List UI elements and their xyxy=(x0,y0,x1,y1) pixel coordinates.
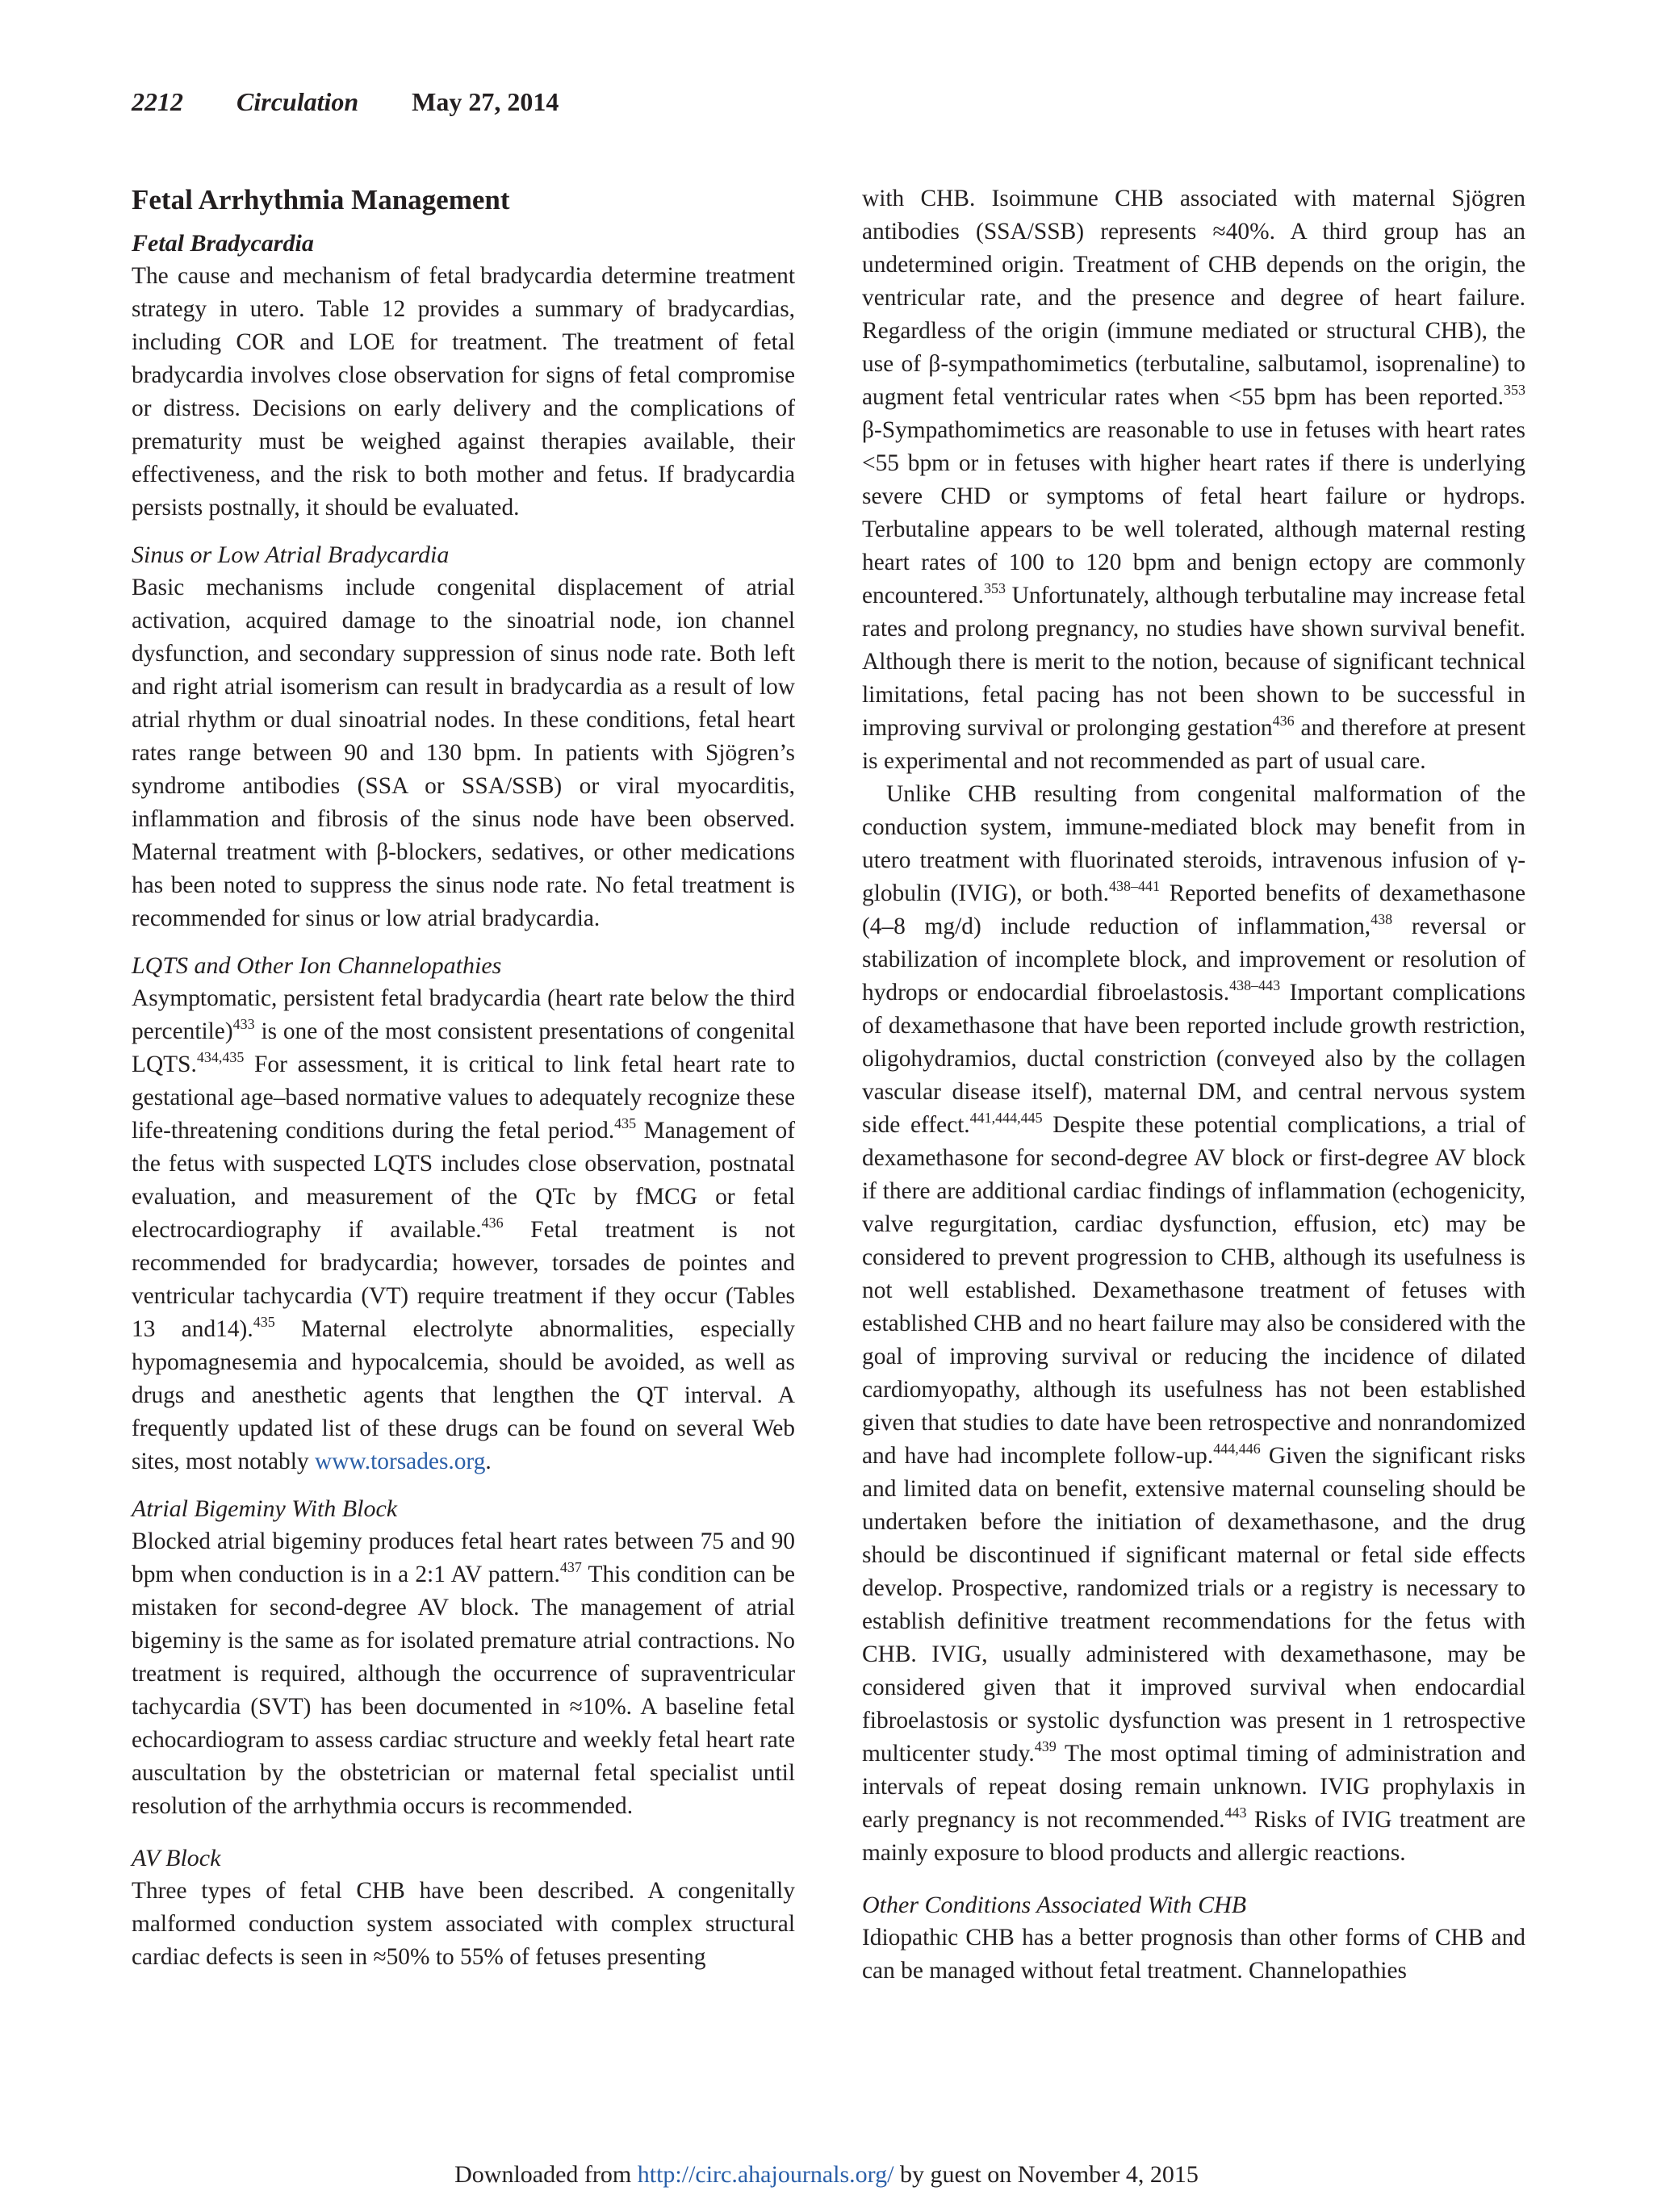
subsection-title-sinus: Sinus or Low Atrial Bradycardia xyxy=(132,542,450,568)
journal-name: Circulation xyxy=(236,87,359,116)
page-number: 2212 xyxy=(132,87,183,116)
paragraph-av-block: Three types of fetal CHB have been described. A congenitally malformed conduction system associated with complex structural cardiac defects is seen in ≈50% to 55% of fetuses presenting xyxy=(132,1878,795,1970)
text-run: This condition can be mistaken for second-degree AV block. The management of atrial bigeminy is the same as for isolated premature atrial contractions. No treatment is required, although the occurrence of supraventricular tachycardia (SVT) has been documented in ≈10%. A baseline fetal echocardiogram to assess cardiac structure and weekly fetal heart rate auscultation by the obstetrician or maternal fetal specialist until resolution of the arrhythmia occurs is recommended. xyxy=(132,1562,795,1819)
citation: 433 xyxy=(232,1016,255,1032)
text-run: is one of the most consistent presentations of congenital LQTS. xyxy=(132,1018,795,1077)
citation: 435 xyxy=(253,1314,275,1330)
text-run: Maternal electrolyte abnormalities, especially hypomagnesemia and hypocalcemia, should be avoided, as well as drugs and anesthetic agents that lengthen the QT interval. A frequently updated list of these drugs can be found on several Web sites, most notably xyxy=(132,1316,795,1474)
citation: 436 xyxy=(481,1215,504,1231)
subsection-title-bigeminy: Atrial Bigeminy With Block xyxy=(132,1495,398,1522)
footer-prefix: Downloaded from xyxy=(454,2161,638,2188)
download-footer xyxy=(0,2161,1653,2189)
subsection-title-fetal-bradycardia: Fetal Bradycardia xyxy=(132,230,314,257)
citation: 437 xyxy=(559,1559,582,1575)
paragraph-bigeminy xyxy=(132,1525,795,1823)
citation: 436 xyxy=(1272,713,1295,729)
footer-suffix: by guest on November 4, 2015 xyxy=(893,2161,1199,2188)
citation: 438–441 xyxy=(1108,878,1160,894)
issue-date: May 27, 2014 xyxy=(412,87,559,116)
text-run: Risks of IVIG treatment are mainly exposure to blood products and allergic reactions. xyxy=(862,1807,1525,1866)
citation: 435 xyxy=(614,1115,637,1131)
text-run: reversal or stabilization of incomplete block, and improvement or resolution of hydrops or endocardial fibroelastosis. xyxy=(862,914,1526,1006)
paragraph-fetal-bradycardia: The cause and mechanism of fetal bradycardia determine treatment strategy in utero. Table 12 provides a summary of bradycardias, including COR and LOE for treatment. The treatment of fetal bradycardia involves close observation for signs of fetal compromise or distress. Decisions on early delivery and the complications of prematurity must be weighed against therapies available, their effectiveness, and the risk to both mother and fetus. If bradycardia persists postnally, it should be evaluated. xyxy=(132,263,795,521)
text-run: Given the significant risks and limited data on benefit, extensive maternal counseling should be undertaken before the initiation of dexamethasone, and the drug should be discontinued if significant maternal or fetal side effects develop. Prospective, randomized trials or a registry is necessary to establish definitive treatment recommendations for the fetus with CHB. IVIG, usually administered with dexamethasone, may be considered given that it improved survival when endocardial fibroelastosis or systolic dysfunction was present in 1 retrospective multicenter study. xyxy=(862,1443,1525,1767)
citation: 443 xyxy=(1224,1804,1247,1821)
text-run: Reported benefits of dexamethasone (4–8 mg/d) include reduction of inflammation, xyxy=(862,880,1525,939)
text-run: Asymptomatic, persistent fetal bradycardia (heart rate below the third percentile) xyxy=(132,985,795,1044)
paragraph-lqts xyxy=(132,982,795,1478)
citation: 438 xyxy=(1371,911,1393,927)
text-run: For assessment, it is critical to link fetal heart rate to gestational age–based normative values to adequately recognize these life-threatening conditions during the fetal period. xyxy=(132,1052,795,1144)
citation: 441,444,445 xyxy=(969,1110,1043,1126)
text-run: and therefore at present is experimental and not recommended as part of usual care. xyxy=(862,715,1525,774)
subsection-title-lqts: LQTS and Other Ion Channelopathies xyxy=(132,952,502,979)
text-run: Fetal treatment is not recommended for bradycardia; however, torsades de pointes and ventricular tachycardia (VT) require treatment if they occur (Tables 13 and14). xyxy=(132,1217,795,1342)
subsection-title-other-conditions: Other Conditions Associated With CHB xyxy=(862,1892,1247,1918)
section-title: Fetal Arrhythmia Management xyxy=(132,184,510,215)
text-run: Management of the fetus with suspected LQTS includes close observation, postnatal evaluation, and measurement of the QTc by fMCG or fetal electrocardiography if available. xyxy=(132,1118,795,1243)
running-header xyxy=(132,87,605,117)
text-run: with CHB. Isoimmune CHB associated with maternal Sjögren antibodies (SSA/SSB) represents ≈40%. A third group has an undetermined origin. Treatment of CHB depends on the origin, the ventricular rate, and the presence and degree of heart failure. Regardless of the origin (immune mediated or structural CHB), the use of β-sympathomimetics (terbutaline, salbutamol, isoprenaline) to augment fetal ventricular rates when <55 bpm has been reported. xyxy=(862,186,1525,410)
paragraph-chb-treatment xyxy=(862,182,1525,778)
text-run: . xyxy=(485,1449,492,1474)
subsection-title-av-block: AV Block xyxy=(132,1845,221,1871)
citation: 353 xyxy=(1504,382,1525,398)
citation: 353 xyxy=(983,580,1006,596)
text-run: The most optimal timing of administration and intervals of repeat dosing remain unknown. IVIG prophylaxis in early pregnancy is not recommended. xyxy=(862,1741,1525,1833)
right-column xyxy=(862,182,1525,1988)
citation: 434,435 xyxy=(196,1049,245,1065)
paragraph-sinus: Basic mechanisms include congenital displacement of atrial activation, acquired damage to the sinoatrial node, ion channel dysfunction, and secondary suppression of sinus node rate. Both left and right atrial isomerism can result in bradycardia as a result of low atrial rhythm or dual sinoatrial nodes. In these conditions, fetal heart rates range between 90 and 130 bpm. In patients with Sjögren’s syndrome antibodies (SSA or SSA/SSB) or viral myocarditis, inflammation and fibrosis of the sinus node have been observed. Maternal treatment with β-blockers, sedatives, or other medications has been noted to suppress the sinus node rate. No fetal treatment is recommended for sinus or low atrial bradycardia. xyxy=(132,575,795,931)
journal-link[interactable]: http://circ.ahajournals.org/ xyxy=(637,2161,894,2188)
text-run: Important complications of dexamethasone that have been reported include growth restriction, oligohydramios, ductal constriction (conveyed also by the collagen vascular disease itself), maternal DM, and central nervous system side effect. xyxy=(862,980,1525,1138)
citation: 438–443 xyxy=(1229,977,1281,993)
text-run: Unfortunately, although terbutaline may increase fetal rates and prolong pregnancy, no studies have shown survival benefit. Although there is merit to the notion, because of significant technical limitations, fetal pacing has not been shown to be successful in improving survival or prolonging gestation xyxy=(862,583,1525,741)
citation: 444,446 xyxy=(1213,1441,1261,1457)
citation: 439 xyxy=(1034,1738,1057,1754)
left-column xyxy=(132,182,795,1974)
text-run: β-Sympathomimetics are reasonable to use in fetuses with heart rates <55 bpm or in fetuses with higher heart rates if there is underlying severe CHD or symptoms of fetal heart failure or hydrops. Terbutaline appears to be well tolerated, although maternal resting heart rates of 100 to 120 bpm and benign ectopy are commonly encountered. xyxy=(862,417,1525,608)
text-run: Blocked atrial bigeminy produces fetal heart rates between 75 and 90 bpm when conduction is in a 2:1 AV pattern. xyxy=(132,1528,795,1587)
paragraph-immune-block xyxy=(862,778,1525,1870)
torsades-link[interactable]: www.torsades.org xyxy=(314,1449,486,1474)
paragraph-other-conditions: Idiopathic CHB has a better prognosis than other forms of CHB and can be managed without fetal treatment. Channelopathies xyxy=(862,1925,1525,1984)
text-run: Despite these potential complications, a trial of dexamethasone for second-degree AV block or first-degree AV block if there are additional cardiac findings of inflammation (echogenicity, valve regurgitation, cardiac dysfunction, effusion, etc) may be considered to prevent progression to CHB, although its usefulness is not well established. Dexamethasone treatment of fetuses with established CHB and no heart failure may also be considered with the goal of improving survival or reducing the incidence of dilated cardiomyopathy, although its usefulness has not been established given that studies to date have been retrospective and nonrandomized and have had incomplete follow-up. xyxy=(862,1112,1525,1469)
text-run: Unlike CHB resulting from congenital malformation of the conduction system, immune-mediated block may benefit from in utero treatment with fluorinated steroids, intravenous infusion of γ-globulin (IVIG), or both. xyxy=(862,781,1525,906)
